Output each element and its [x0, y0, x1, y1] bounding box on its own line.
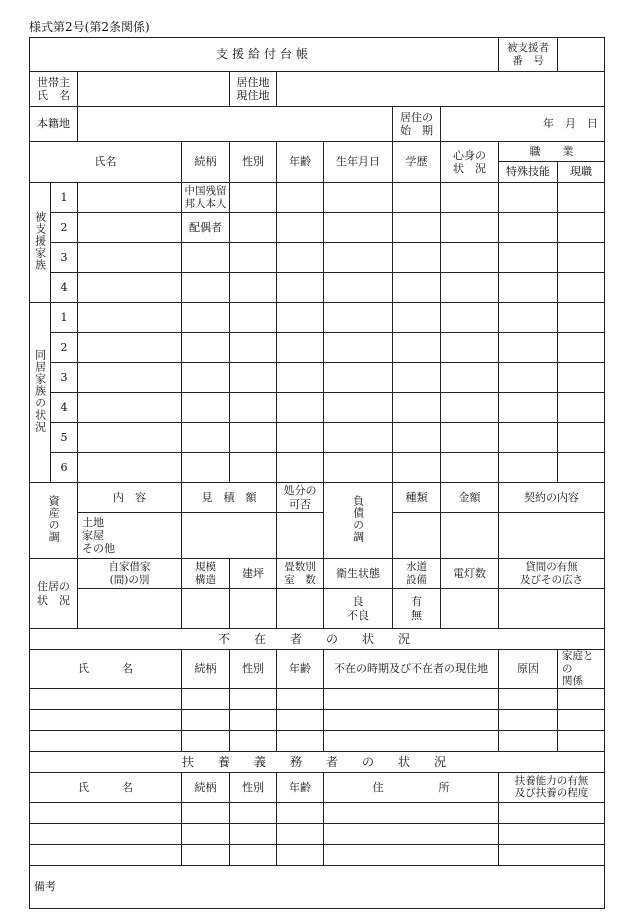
cohabiting-cell[interactable] — [393, 363, 441, 393]
supporter-cell[interactable] — [230, 802, 277, 823]
absentee-cell[interactable] — [558, 730, 605, 751]
supported-cell[interactable] — [558, 213, 605, 243]
housing-sanitation-options[interactable]: 良 不良 — [324, 589, 393, 629]
absentee-cell[interactable] — [30, 709, 182, 730]
supported-cell[interactable] — [230, 183, 277, 213]
cohabiting-cell[interactable] — [182, 363, 230, 393]
absentee-cell[interactable] — [277, 688, 324, 709]
absentee-cell[interactable] — [558, 709, 605, 730]
support-ledger-form — [29, 37, 605, 909]
supported-cell[interactable] — [558, 243, 605, 273]
supporter-cell[interactable] — [324, 844, 499, 865]
supporter-cell[interactable] — [499, 823, 605, 844]
supporter-cell[interactable] — [499, 802, 605, 823]
housing-rental-field[interactable] — [499, 589, 605, 629]
supporters-relation-header: 続柄 — [182, 772, 230, 802]
col-birthdate: 生年月日 — [324, 142, 393, 183]
assets-estimate-header: 見 積 額 — [182, 483, 277, 513]
assets-label-text: 資産の調 — [47, 494, 61, 543]
assets-items: 土地 家屋 その他 — [78, 513, 182, 559]
absentees-reason-header: 原因 — [499, 650, 558, 689]
absentee-cell[interactable] — [277, 709, 324, 730]
absentees-age-header: 年齢 — [277, 650, 324, 689]
supporter-cell[interactable] — [182, 844, 230, 865]
supporter-cell[interactable] — [230, 844, 277, 865]
cohabiting-cell[interactable] — [277, 423, 324, 453]
cohabiting-cell[interactable] — [393, 453, 441, 483]
cohabiting-cell[interactable] — [499, 453, 558, 483]
supported-cell[interactable] — [277, 213, 324, 243]
supported-cell[interactable] — [230, 213, 277, 243]
supported-cell[interactable] — [499, 183, 558, 213]
supporter-cell[interactable] — [182, 802, 230, 823]
absentee-cell[interactable] — [499, 709, 558, 730]
cohabiting-cell[interactable] — [324, 423, 393, 453]
remarks-label: 備考 — [34, 880, 56, 894]
supported-row-no: 2 — [51, 213, 78, 243]
supported-row-no: 4 — [51, 273, 78, 303]
supported-cell[interactable] — [393, 273, 441, 303]
col-name: 氏名 — [30, 142, 182, 183]
debt-label-text: 負債の調 — [351, 494, 365, 543]
cohabiting-row-no: 6 — [51, 453, 78, 483]
supported-cell[interactable] — [441, 273, 499, 303]
supported-cell[interactable] — [499, 243, 558, 273]
cohabiting-cell[interactable] — [182, 303, 230, 333]
supporters-name-header: 氏 名 — [30, 772, 182, 802]
cohabiting-cell[interactable] — [182, 393, 230, 423]
cohabiting-row-no: 2 — [51, 333, 78, 363]
cohabiting-cell[interactable] — [230, 423, 277, 453]
housing-sanitation-header: 衛生状態 — [324, 559, 393, 589]
residence-start-label: 居住の 始 期 — [393, 107, 441, 142]
supported-name-3[interactable] — [78, 243, 182, 273]
housing-water-options[interactable]: 有 無 — [393, 589, 441, 629]
col-occupation: 職 業 — [499, 142, 605, 162]
supporter-cell[interactable] — [30, 802, 182, 823]
cohabiting-cell[interactable] — [441, 303, 499, 333]
cohabiting-cell[interactable] — [230, 393, 277, 423]
col-education: 学歴 — [393, 142, 441, 183]
supporter-cell[interactable] — [230, 823, 277, 844]
absentee-cell[interactable] — [324, 730, 499, 751]
cohabiting-row-no: 1 — [51, 303, 78, 333]
housing-lighting-header: 電灯数 — [441, 559, 499, 589]
domicile-field[interactable] — [78, 107, 393, 142]
recipient-number-field[interactable] — [558, 38, 605, 72]
supported-row-no: 3 — [51, 243, 78, 273]
housing-label: 住居の 状 況 — [30, 559, 78, 629]
supported-cell[interactable] — [393, 243, 441, 273]
supported-relation-3[interactable] — [182, 243, 230, 273]
supporters-address-header: 住 所 — [324, 772, 499, 802]
absentees-period-header: 不在の時期及び不在者の現住地 — [324, 650, 499, 689]
debt-amount-header: 金額 — [441, 483, 499, 513]
supported-cell[interactable] — [441, 213, 499, 243]
col-condition: 心身の 状 況 — [441, 142, 499, 183]
cohabiting-cell[interactable] — [499, 393, 558, 423]
cohabiting-cell[interactable] — [441, 423, 499, 453]
debt-amount-field[interactable] — [441, 513, 499, 559]
cohabiting-cell[interactable] — [558, 333, 605, 363]
absentee-cell[interactable] — [277, 730, 324, 751]
cohabiting-cell[interactable] — [277, 453, 324, 483]
cohabiting-cell[interactable] — [324, 303, 393, 333]
head-name-field[interactable] — [78, 72, 230, 107]
residence-label: 居住地 現住地 — [230, 72, 277, 107]
form-number: 様式第2号(第2条関係) — [29, 20, 150, 34]
absentee-cell[interactable] — [230, 688, 277, 709]
housing-rooms-header: 畳数別 室 数 — [277, 559, 324, 589]
supporter-cell[interactable] — [182, 823, 230, 844]
cohabiting-cell[interactable] — [78, 393, 182, 423]
absentee-cell[interactable] — [558, 688, 605, 709]
cohabiting-cell[interactable] — [324, 393, 393, 423]
assets-disposal-header: 処分の 可否 — [277, 483, 324, 513]
cohabiting-family-label — [30, 303, 51, 483]
absentee-cell[interactable] — [499, 688, 558, 709]
assets-estimate-field[interactable] — [182, 513, 277, 559]
supported-relation-2: 配偶者 — [182, 213, 230, 243]
cohabiting-cell[interactable] — [182, 423, 230, 453]
housing-structure-field[interactable] — [182, 589, 230, 629]
cohabiting-cell[interactable] — [558, 303, 605, 333]
housing-structure-header: 規模 構造 — [182, 559, 230, 589]
cohabiting-cell[interactable] — [78, 453, 182, 483]
cohabiting-cell[interactable] — [393, 393, 441, 423]
cohabiting-cell[interactable] — [441, 333, 499, 363]
supporter-cell[interactable] — [277, 823, 324, 844]
cohabiting-cell[interactable] — [230, 453, 277, 483]
supported-cell[interactable] — [441, 183, 499, 213]
cohabiting-cell[interactable] — [441, 393, 499, 423]
supported-name-4[interactable] — [78, 273, 182, 303]
supporter-cell[interactable] — [277, 802, 324, 823]
supporters-sex-header: 性別 — [230, 772, 277, 802]
supporter-cell[interactable] — [277, 844, 324, 865]
cohabiting-cell[interactable] — [324, 333, 393, 363]
residence-start-date[interactable]: 年 月 日 — [441, 107, 605, 142]
cohabiting-cell[interactable] — [558, 393, 605, 423]
domicile-label: 本籍地 — [30, 107, 78, 142]
supporters-title: 扶 養 義 務 者 の 状 況 — [30, 751, 605, 772]
supporter-cell[interactable] — [30, 823, 182, 844]
absentee-cell[interactable] — [499, 730, 558, 751]
cohabiting-cell[interactable] — [182, 453, 230, 483]
supported-cell[interactable] — [558, 273, 605, 303]
supported-cell[interactable] — [324, 183, 393, 213]
supported-cell[interactable] — [277, 273, 324, 303]
supported-cell[interactable] — [230, 273, 277, 303]
col-relation: 続柄 — [182, 142, 230, 183]
cohabiting-cell[interactable] — [78, 423, 182, 453]
cohabiting-cell[interactable] — [558, 363, 605, 393]
cohabiting-cell[interactable] — [324, 453, 393, 483]
cohabiting-cell[interactable] — [230, 333, 277, 363]
col-sex: 性別 — [230, 142, 277, 183]
cohabiting-cell[interactable] — [230, 303, 277, 333]
supporter-cell[interactable] — [499, 844, 605, 865]
supported-cell[interactable] — [324, 243, 393, 273]
cohabiting-cell[interactable] — [393, 333, 441, 363]
cohabiting-row-no: 4 — [51, 393, 78, 423]
cohabiting-row-no: 3 — [51, 363, 78, 393]
ledger-title: 支援給付台帳 — [30, 38, 499, 72]
supporter-cell[interactable] — [324, 802, 499, 823]
housing-rental-header: 貸間の有無 及びその広さ — [499, 559, 605, 589]
absentees-name-header: 氏 名 — [30, 650, 182, 689]
absentee-cell[interactable] — [324, 688, 499, 709]
recipient-number-label: 被支援者 番 号 — [499, 38, 558, 72]
assets-label — [30, 483, 78, 559]
debt-kind-header: 種類 — [393, 483, 441, 513]
absentees-title: 不 在 者 の 状 況 — [30, 629, 605, 650]
head-name-label: 世帯主 氏 名 — [30, 72, 78, 107]
supported-relation-1: 中国残留 邦人本人 — [182, 183, 230, 213]
housing-lighting-field[interactable] — [441, 589, 499, 629]
housing-water-header: 水道 設備 — [393, 559, 441, 589]
supporter-cell[interactable] — [324, 823, 499, 844]
supported-cell[interactable] — [324, 213, 393, 243]
supported-family-text: 被支援家族 — [33, 210, 47, 271]
cohabiting-cell[interactable] — [558, 453, 605, 483]
cohabiting-cell[interactable] — [499, 303, 558, 333]
supported-cell[interactable] — [499, 213, 558, 243]
cohabiting-cell[interactable] — [182, 333, 230, 363]
absentee-cell[interactable] — [182, 730, 230, 751]
cohabiting-cell[interactable] — [499, 333, 558, 363]
supported-cell[interactable] — [393, 213, 441, 243]
cohabiting-cell[interactable] — [324, 363, 393, 393]
debt-kind-field[interactable] — [393, 513, 441, 559]
cohabiting-cell[interactable] — [499, 423, 558, 453]
supported-cell[interactable] — [277, 183, 324, 213]
cohabiting-cell[interactable] — [393, 303, 441, 333]
absentee-cell[interactable] — [30, 688, 182, 709]
cohabiting-cell[interactable] — [277, 393, 324, 423]
assets-disposal-field[interactable] — [277, 513, 324, 559]
supported-family-label — [30, 183, 51, 303]
absentee-cell[interactable] — [230, 730, 277, 751]
supported-relation-4[interactable] — [182, 273, 230, 303]
cohabiting-cell[interactable] — [558, 423, 605, 453]
supported-row-no: 1 — [51, 183, 78, 213]
cohabiting-cell[interactable] — [78, 333, 182, 363]
cohabiting-cell[interactable] — [277, 303, 324, 333]
housing-ownership-field[interactable] — [78, 589, 182, 629]
supported-cell[interactable] — [324, 273, 393, 303]
supporter-cell[interactable] — [30, 844, 182, 865]
cohabiting-cell[interactable] — [393, 423, 441, 453]
debt-contract-header: 契約の内容 — [499, 483, 605, 513]
col-age: 年齢 — [277, 142, 324, 183]
cohabiting-cell[interactable] — [78, 363, 182, 393]
absentee-cell[interactable] — [182, 709, 230, 730]
cohabiting-cell[interactable] — [78, 303, 182, 333]
absentees-sex-header: 性別 — [230, 650, 277, 689]
cohabiting-cell[interactable] — [277, 363, 324, 393]
supported-cell[interactable] — [499, 273, 558, 303]
absentee-cell[interactable] — [30, 730, 182, 751]
assets-content-header: 内 容 — [78, 483, 182, 513]
supported-name-1[interactable] — [78, 183, 182, 213]
remarks-field[interactable] — [30, 865, 605, 908]
absentee-cell[interactable] — [182, 688, 230, 709]
housing-ownership-header: 自家借家 (間)の別 — [78, 559, 182, 589]
housing-floor-header: 建坪 — [230, 559, 277, 589]
cohabiting-row-no: 5 — [51, 423, 78, 453]
supporters-capacity-header: 扶養能力の有無 及び扶養の程度 — [499, 772, 605, 802]
absentees-relation-header: 続柄 — [182, 650, 230, 689]
cohabiting-cell[interactable] — [441, 363, 499, 393]
supported-cell[interactable] — [277, 243, 324, 273]
supporters-age-header: 年齢 — [277, 772, 324, 802]
housing-floor-field[interactable] — [230, 589, 277, 629]
debt-label — [324, 483, 393, 559]
cohabiting-cell[interactable] — [230, 363, 277, 393]
cohabiting-cell[interactable] — [277, 333, 324, 363]
cohabiting-cell[interactable] — [441, 453, 499, 483]
absentee-cell[interactable] — [324, 709, 499, 730]
supported-cell[interactable] — [393, 183, 441, 213]
absentees-family-relation-header: 家庭との 関係 — [558, 650, 605, 689]
supported-cell[interactable] — [441, 243, 499, 273]
supported-cell[interactable] — [558, 183, 605, 213]
housing-rooms-field[interactable] — [277, 589, 324, 629]
col-current-job: 現職 — [558, 162, 605, 183]
col-special-skill: 特殊技能 — [499, 162, 558, 183]
cohabiting-cell[interactable] — [499, 363, 558, 393]
absentee-cell[interactable] — [230, 709, 277, 730]
supported-name-2[interactable] — [78, 213, 182, 243]
supported-cell[interactable] — [230, 243, 277, 273]
cohabiting-family-text: 同居家族の状況 — [33, 348, 47, 433]
residence-field[interactable] — [277, 72, 605, 107]
debt-contract-field[interactable] — [499, 513, 605, 559]
